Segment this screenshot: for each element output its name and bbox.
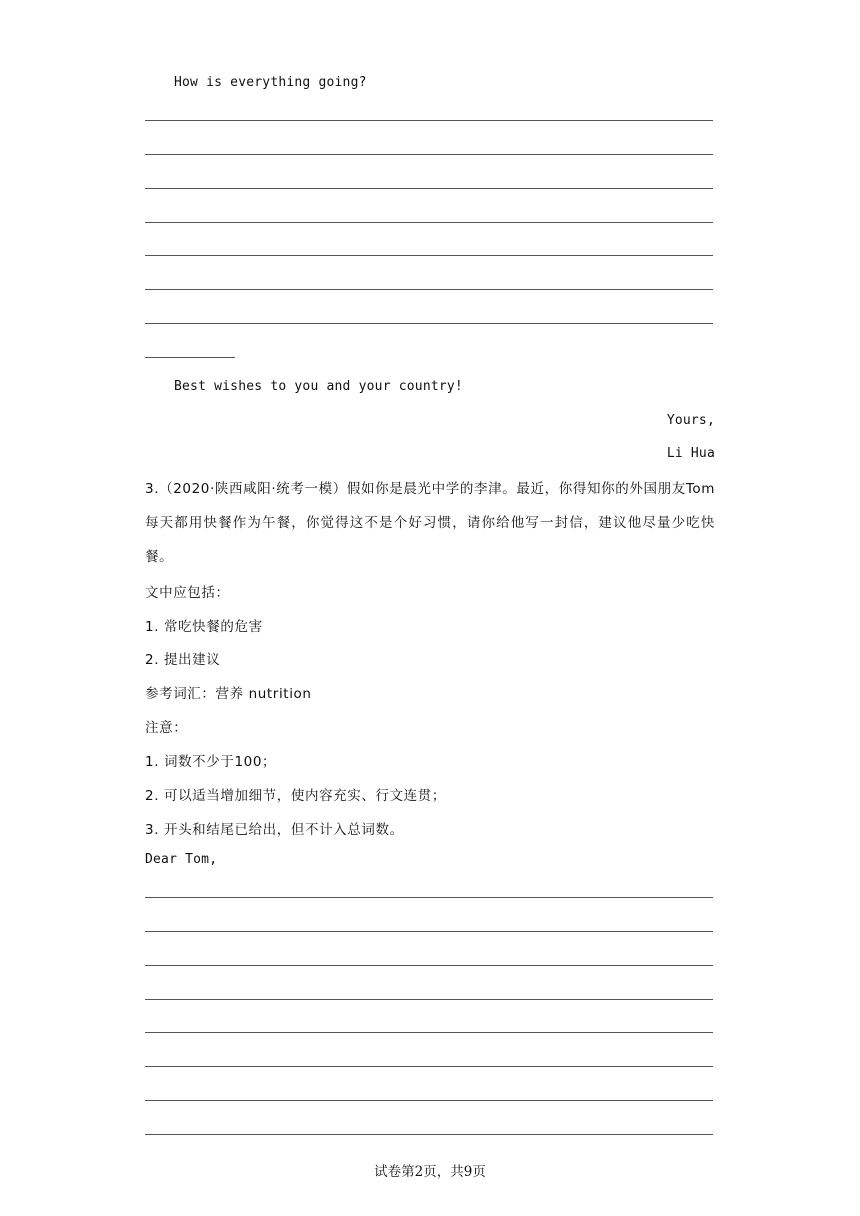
writing-line [145, 255, 713, 256]
notes-heading: 注意： [145, 720, 188, 736]
writing-line [145, 897, 713, 898]
writing-line [145, 154, 713, 155]
page-footer: 试卷第2页，共9页 [374, 1164, 486, 1180]
writing-line [145, 289, 713, 290]
letter-signature: Li Hua [666, 446, 715, 461]
content-heading: 文中应包括： [145, 585, 230, 601]
writing-line [145, 323, 713, 324]
letter-sign-off: Yours, [666, 413, 715, 428]
letter-opening-line: How is everything going? [174, 75, 367, 90]
writing-line [145, 188, 713, 189]
writing-line [145, 1100, 713, 1101]
writing-line [145, 965, 713, 966]
writing-line [145, 999, 713, 1000]
writing-line [145, 931, 713, 932]
writing-line [145, 120, 713, 121]
writing-line [145, 1066, 713, 1067]
note-item: 3. 开头和结尾已给出，但不计入总词数。 [145, 822, 404, 838]
letter-salutation: Dear Tom, [145, 852, 218, 867]
note-item: 2. 可以适当增加细节，使内容充实、行文连贯； [145, 788, 446, 804]
writing-line [145, 1032, 713, 1033]
content-point: 2. 提出建议 [145, 652, 221, 668]
vocabulary-hint: 参考词汇：营养 nutrition [145, 686, 312, 702]
question-3-prompt: 3.（2020·陕西咸阳·统考一模）假如你是晨光中学的李津。最近，你得知你的外国朋友Tom每天都用快餐作为午餐，你觉得这不是个好习惯，请你给他写一封信，建议他尽量少吃快餐。 [145, 481, 715, 565]
writing-line [145, 222, 713, 223]
note-item: 1. 词数不少于100； [145, 754, 277, 770]
content-point: 1. 常吃快餐的危害 [145, 619, 263, 635]
letter-closing-line: Best wishes to you and your country! [174, 379, 463, 394]
writing-line [145, 1134, 713, 1135]
writing-line-short [145, 357, 235, 358]
